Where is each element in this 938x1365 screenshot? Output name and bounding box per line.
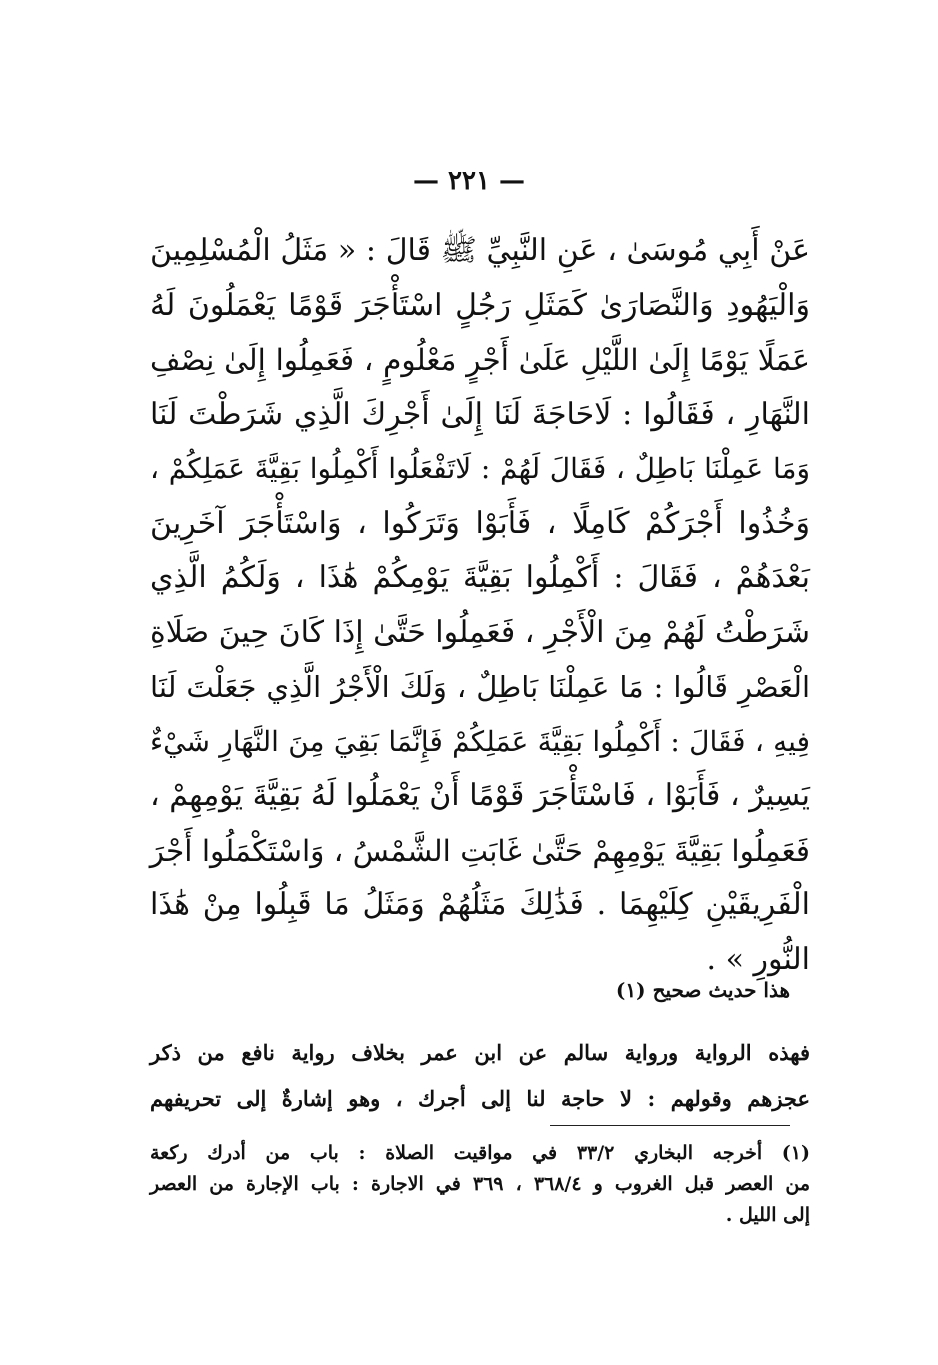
hadith-line: فَعَمِلُوا بَقِيَّةَ يَوْمِهِمْ حَتَّىٰ غَابَتِ الشَّمْسُ ، وَاسْتَكْمَلُوا أَجْرَ — [149, 833, 810, 868]
footnote-line: إلى الليل . — [725, 1204, 810, 1226]
hadith-line: عَمَلًا يَوْمًا إِلَىٰ اللَّيْلِ عَلَىٰ أَجْرٍ مَعْلُومٍ ، فَعَمِلُوا إِلَىٰ نِصْفِ — [150, 343, 810, 377]
footnote-divider — [550, 1125, 790, 1126]
commentary-line: عجزهم وقولهم : لا حاجة لنا إلى أجرك ، وهو إشارةٌ إلى تحريفهم — [150, 1086, 810, 1111]
commentary-line: فهذه الرواية ورواية سالم عن ابن عمر بخلاف رواية نافع من ذكر — [150, 1040, 810, 1065]
footnote-line: (١) أخرجه البخاري ٣٣/٢ في مواقيت الصلاة : باب من أدرك ركعة — [150, 1142, 810, 1164]
hadith-line: النُّورِ » . — [706, 941, 810, 977]
hadith-line: يَسِيرٌ ، فَأَبَوْا ، فَاسْتَأْجَرَ قَوْمًا أَنْ يَعْمَلُوا لَهُ بَقِيَّةَ يَوْمِهِمْ ، — [150, 778, 810, 813]
hadith-line: الْفَرِيقَيْنِ كِلَيْهِمَا . فَذَٰلِكَ مَثَلُهُمْ وَمَثَلُ مَا قَبِلُوا مِنْ هَٰذَا — [150, 887, 810, 922]
hadith-text — [150, 224, 810, 987]
commentary-text — [150, 1030, 810, 1122]
hadith-line: فِيهِ ، فَقَالَ : أَكْمِلُوا بَقِيَّةَ عَمَلِكُمْ فَإِنَّمَا بَقِيَ مِنَ النَّهَارِ شَيْءٌ — [150, 724, 810, 758]
footnote — [150, 1138, 810, 1231]
hadith-line: الْعَصْرِ قَالُوا : مَا عَمِلْنَا بَاطِلٌ ، وَلَكَ الْأَجْرُ الَّذِي جَعَلْتَ لَنَا — [150, 670, 810, 704]
footnote-line: من العصر قبل الغروب و ٣٦٨/٤ ، ٣٦٩ في الاجارة : باب الإجارة من العصر — [150, 1173, 810, 1195]
hadith-line: وَمَا عَمِلْنَا بَاطِلٌ ، فَقَالَ لَهُمْ : لَاتَفْعَلُوا أَكْمِلُوا بَقِيَّةَ عَمَلِكُمْ ، — [150, 452, 810, 485]
hadith-grading: هذا حديث صحيح (١) — [615, 978, 790, 1002]
hadith-line: وَالْيَهُودِ وَالنَّصَارَىٰ كَمَثَلِ رَجُلٍ اسْتَأْجَرَ قَوْمًا يَعْمَلُونَ لَهُ — [150, 287, 810, 323]
hadith-line: بَعْدَهُمْ ، فَقَالَ : أَكْمِلُوا بَقِيَّةَ يَوْمِكُمْ هَٰذَا ، وَلَكُمُ الَّذِي — [150, 560, 810, 595]
hadith-line: وَخُذُوا أَجْرَكُمْ كَامِلًا ، فَأَبَوْا وَتَرَكُوا ، وَاسْتَأْجَرَ آخَرِينَ — [150, 505, 810, 541]
hadith-line: شَرَطْتُ لَهُمْ مِنَ الْأَجْرِ ، فَعَمِلُوا حَتَّىٰ إِذَا كَانَ حِينَ صَلَاةِ — [150, 614, 810, 650]
hadith-line: النَّهَارِ ، فَقَالُوا : لَاحَاجَةَ لَنَا إِلَىٰ أَجْرِكَ الَّذِي شَرَطْتَ لَنَا — [150, 396, 810, 432]
hadith-line: عَنْ أَبِي مُوسَىٰ ، عَنِ النَّبِيِّ ﷺ قَالَ : « مَثَلُ الْمُسْلِمِينَ — [150, 233, 810, 268]
page-number: — ٢٢١ — — [412, 166, 526, 196]
